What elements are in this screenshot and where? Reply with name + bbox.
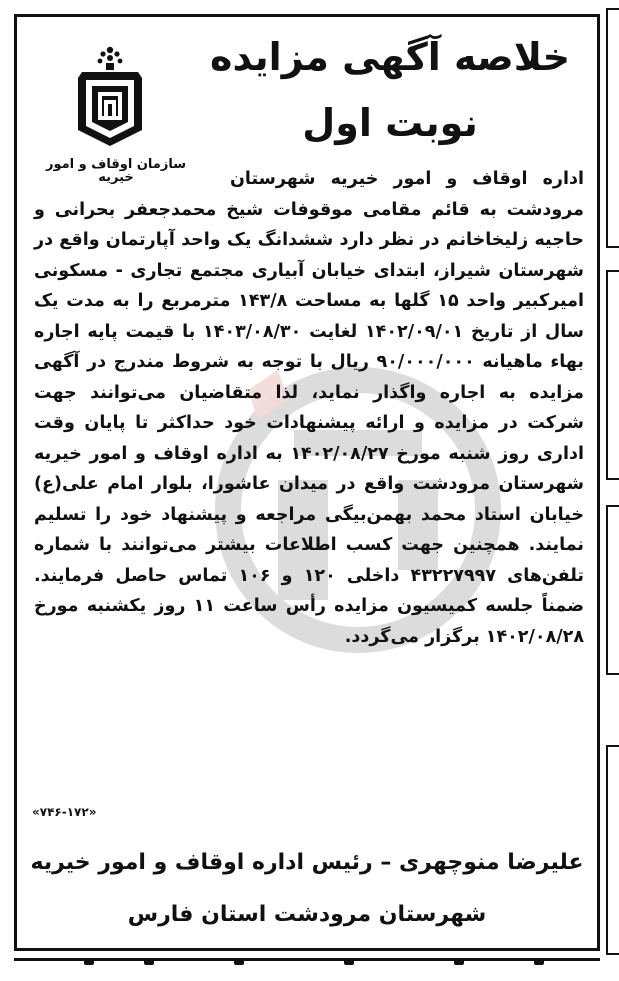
notice-title: خلاصه آگهی مزایده <box>210 35 570 79</box>
notice-round: نوبت اول <box>302 101 478 145</box>
endowment-logo-icon <box>70 42 150 148</box>
notice-body-text: اداره اوقاف و امور خیریه شهرستان مرودشت به قائم مقامی موقوفات شیخ محمدجعفر بحرانی و حاجیه زلیخاخانم در نظر دارد ششدانگ یک واحد آپارتمان واقع در شهرستان شیراز، ابتدای خیابان آبیاری مجتمع تجاری - مسکونی امیرکبیر واحد ۱۵ گلها به مساحت ۱۴۳/۸ مترمربع را به مدت یک سال از تاریخ ۱۴۰۲/۰۹/۰۱ لغایت ۱۴۰۳/۰۸/۳۰ با قیمت پایه اجاره بهاء ماهیانه ۹۰/۰۰۰/۰۰۰ ریال با توجه به شروط مندرج در آگهی مزایده به اجاره واگذار نماید، لذا متقاضیان می‌توانند جهت شرکت در مزایده و ارائه پیشنهادات خود حداکثر تا پایان وقت اداری روز شنبه مورخ ۱۴۰۲/۰۸/۲۷ به اداره اوقاف و امور خیریه شهرستان مرودشت واقع در میدان عاشورا، بلوار امام علی(ع) خیابان استاد محمد بهمن‌بیگی مراجعه و پیشنهاد خود را تسلیم نمایند. همچنین جهت کسب اطلاعات بیشتر می‌توانند با شماره تلفن‌های ۴۳۲۲۷۹۹۷ داخلی ۱۲۰ و ۱۰۶ تماس حاصل فرمایند. ضمناً جلسه کمیسیون مزایده رأس ساعت ۱۱ روز یکشنبه مورخ ۱۴۰۲/۰۸/۲۸ برگزار می‌گردد. <box>34 169 584 647</box>
reference-code: «۷۴۶-۱۷۲» <box>32 805 97 819</box>
next-notice-edge <box>14 958 600 981</box>
notice-body <box>34 164 584 652</box>
organization-name: سازمان اوقاف و امور خیریه <box>45 157 186 185</box>
signer-name-title: علیرضا منوچهری – رئیس اداره اوقاف و امور خیریه <box>30 850 584 875</box>
adjacent-column-edge <box>603 0 619 974</box>
signer-location: شهرستان مرودشت استان فارس <box>127 902 487 927</box>
